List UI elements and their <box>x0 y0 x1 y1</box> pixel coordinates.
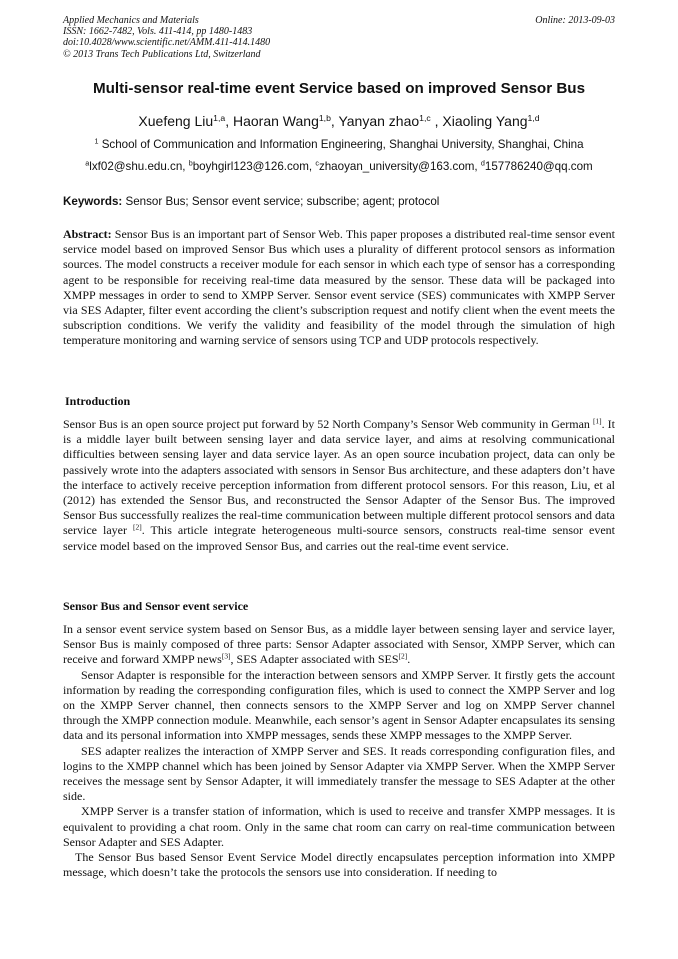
author-list <box>30 113 648 129</box>
intro-text-part: Sensor Bus is an open source project put forward by 52 North Company’s Sensor Web community in German <box>63 417 593 431</box>
author-name: Xiaoling Yang <box>442 113 528 129</box>
affiliation-mark: 1 <box>94 136 99 146</box>
email-mark: c <box>315 158 319 168</box>
author-separator: , <box>430 113 443 129</box>
sb-text-part: . <box>407 652 411 667</box>
copyright-line: © 2013 Trans Tech Publications Ltd, Switzerland <box>63 48 261 60</box>
sb-text-part: In a sensor event service system based on Sensor Bus, as a middle layer between sensing layer and service layer, Sensor Bus is mainly composed of three parts: Sensor Adapter associated with Sensor, XMPP Server, which can receive and forward XMPP news <box>63 622 615 667</box>
journal-header <box>63 15 615 60</box>
email-list <box>30 160 648 173</box>
keywords <box>63 195 615 208</box>
author-affil-mark: 1,a <box>213 112 226 123</box>
keywords-label: Keywords: <box>63 195 123 208</box>
online-date: Online: 2013-09-03 <box>535 15 615 26</box>
intro-text-part: . It is a middle layer built between sensing layer and data service layer, and aims at resolving communicational difficulties between sensing layer and data service layer. As an open source incubation project, data can only be passively wrote into the adapters associated with sensors in Sensor Bus architecture, and these adapters don’t have the interface to actively receive perception information from different protocol sensors. For this reason, Liu, et al (2012) has extended the Sensor Bus, and reconstructed the Sensor Adapter of the Sensor Bus. The improved Sensor Bus successfully realizes the real-time communication between multiple different protocol sensors and data service layer <box>63 417 615 538</box>
email-address: zhaoyan_university@163.com, <box>318 160 481 173</box>
email-address: lxf02@shu.edu.cn, <box>89 160 189 173</box>
author-separator: , <box>330 113 339 129</box>
author-affil-mark: 1,c <box>419 112 431 123</box>
author-name: Yanyan zhao <box>338 113 420 129</box>
introduction-section <box>63 417 615 554</box>
author-affil-mark: 1,d <box>527 112 540 123</box>
author-affil-mark: 1,b <box>318 112 331 123</box>
ses-adapter-paragraph: SES adapter realizes the interaction of XMPP Server and SES. It reads corresponding configuration files, and logins to the XMPP channel which has been joined by Sensor Adapter via XMPP Server. When the XMPP Server receives the message sent by Sensor Adapter, it will immediately transfer the message to SES Adapter at the other side. <box>63 743 615 804</box>
author-name: Haoran Wang <box>233 113 319 129</box>
affiliation-text: School of Communication and Information Engineering, Shanghai University, Shanghai, China <box>101 138 584 151</box>
sb-text-part: , SES Adapter associated with SES <box>230 652 399 667</box>
email-address: boyhgirl123@126.com, <box>192 160 316 173</box>
author-separator: , <box>225 113 233 129</box>
abstract <box>63 227 615 349</box>
email-mark: d <box>480 158 485 168</box>
intro-text-part: . This article integrate heterogeneous multi-source sensors, constructs real-time sensor event service model based on the improved Sensor Bus, and carries out the real-time event service. <box>63 523 615 553</box>
xmpp-server-paragraph: XMPP Server is a transfer station of information, which is used to receive and transfer XMPP messages. It is equivalent to providing a chat room. Only in the same chat room can carry on real-time communication between Sensor Adapter and SES Adapter. <box>63 804 615 849</box>
sensor-adapter-paragraph: Sensor Adapter is responsible for the interaction between sensors and XMPP Server. It firstly gets the account information by reading the corresponding configuration files, which is used to connect the XMPP Server and log on the XMPP Server channel, then connects sensors to the XMPP Server and log on XMPP Server channel through the XMPP connection module. Meanwhile, each sensor’s agent in Sensor Adapter encapsulates its sensing data and its personal information into XMPP messages, sends these XMPP messages to the XMPP Server. <box>63 667 615 743</box>
abstract-paragraph <box>63 227 615 349</box>
abstract-text: Sensor Bus is an important part of Sensor Web. This paper proposes a distributed real-time sensor event service model based on improved Sensor Bus which uses a plurality of different protocol sensors as information sources. The model constructs a receiver module for each sensor in which each type of sensor has a corresponding agent to be responsible for receiving real-time data measured by the sensor. These data will be packaged into XMPP messages in order to send to XMPP Server. Sensor event service (SES) communicates with XMPP Server via SES Adapter, filter event according the client’s subscription request and notify client when the event meets the subscription conditions. We verify the validity and feasibility of the model through the simulation of high temperature monitoring and warning service of sensors using TCP and UDP protocols respectively. <box>63 227 615 348</box>
email-mark: b <box>188 158 193 168</box>
author-name: Xuefeng Liu <box>138 113 214 129</box>
email-mark: a <box>85 158 90 168</box>
issn-line: ISSN: 1662-7482, Vols. 411-414, pp 1480-1483 <box>63 26 253 38</box>
introduction-paragraph <box>63 417 615 554</box>
email-address: 157786240@qq.com <box>484 160 593 173</box>
citation-ref: [1] <box>592 416 602 426</box>
section-heading-sensor-bus: Sensor Bus and Sensor event service <box>63 599 249 613</box>
doi-line: doi:10.4028/www.scientific.net/AMM.411-414.1480 <box>63 37 271 49</box>
section-heading-introduction: Introduction <box>65 394 131 408</box>
paper-title: Multi-sensor real-time event Service based on improved Sensor Bus <box>92 80 586 97</box>
sensor-bus-paragraph <box>63 622 615 668</box>
model-paragraph: The Sensor Bus based Sensor Event Service Model directly encapsulates perception information into XMPP message, which doesn’t take the protocols the sensors use into consideration. If needing to <box>63 850 615 880</box>
citation-ref: [2] <box>133 522 142 532</box>
citation-ref: [3] <box>221 651 231 661</box>
sensor-bus-section <box>63 622 615 880</box>
abstract-label: Abstract: <box>63 227 112 241</box>
affiliation <box>30 138 648 151</box>
keywords-text: Sensor Bus; Sensor event service; subscribe; agent; protocol <box>122 195 440 208</box>
citation-ref: [2] <box>398 651 408 661</box>
journal-name: Applied Mechanics and Materials <box>63 15 199 26</box>
